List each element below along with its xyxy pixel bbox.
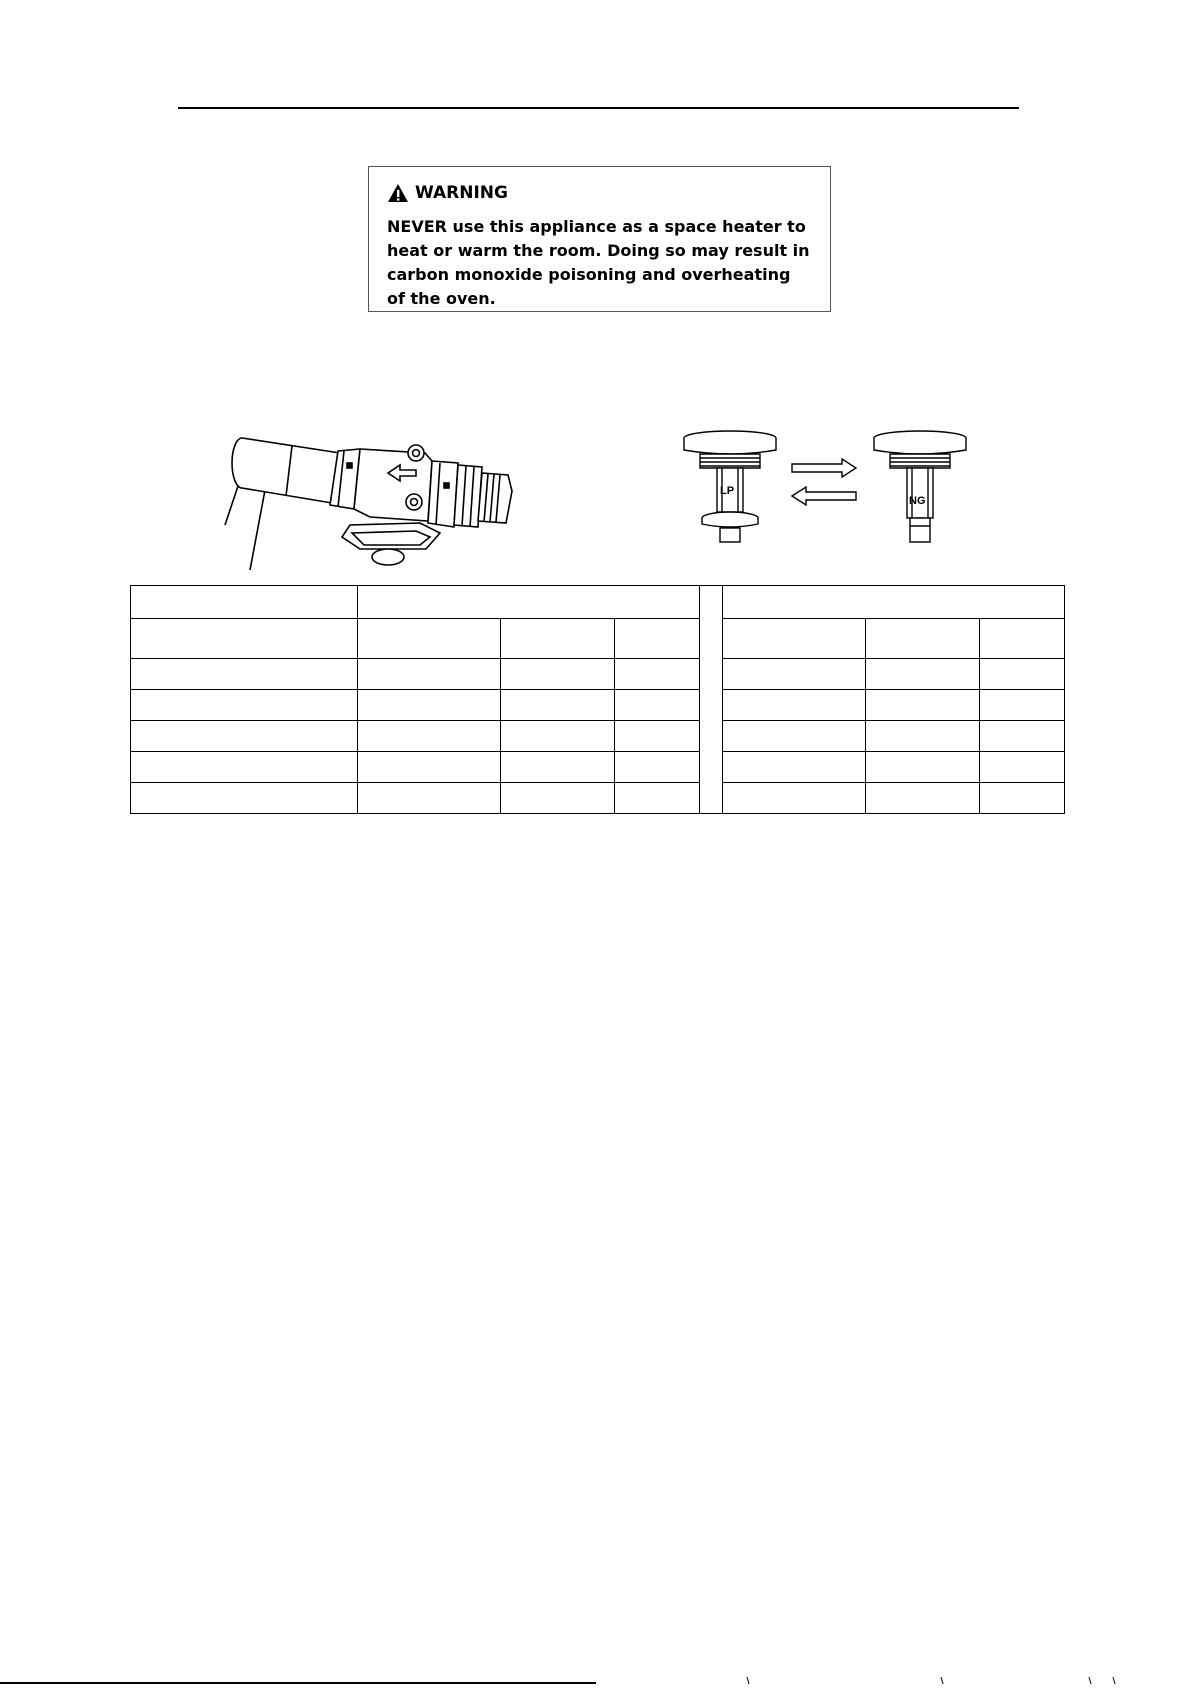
table-cell bbox=[358, 752, 501, 783]
table-cell bbox=[615, 659, 700, 690]
table-cell bbox=[723, 586, 1065, 619]
table-row bbox=[131, 752, 1065, 783]
table-cell bbox=[131, 659, 358, 690]
table-cell bbox=[723, 690, 866, 721]
table-cell bbox=[615, 752, 700, 783]
table-subheader-row bbox=[131, 619, 1065, 659]
table-cell bbox=[615, 783, 700, 814]
table-cell bbox=[501, 721, 615, 752]
ng-label: NG bbox=[909, 495, 926, 507]
table-cell bbox=[615, 690, 700, 721]
gas-spec-table bbox=[130, 585, 1065, 814]
warning-text: NEVER use this appliance as a space heater to heat or warm the room. Doing so may result in carbon monoxide poisoning and overheating of the oven. bbox=[387, 217, 810, 308]
table-cell bbox=[131, 783, 358, 814]
table-row bbox=[131, 721, 1065, 752]
table-cell bbox=[358, 619, 501, 659]
table-cell bbox=[501, 752, 615, 783]
table-cell bbox=[501, 783, 615, 814]
table-cell bbox=[358, 659, 501, 690]
table-cell bbox=[131, 752, 358, 783]
table-cell bbox=[723, 659, 866, 690]
table-header-row bbox=[131, 586, 1065, 619]
table-cell bbox=[131, 586, 358, 619]
table-cell bbox=[980, 783, 1065, 814]
table-cell bbox=[501, 690, 615, 721]
footer-marks bbox=[745, 1672, 1145, 1682]
table-cell bbox=[131, 690, 358, 721]
table-cell bbox=[358, 721, 501, 752]
warning-triangle-icon bbox=[387, 183, 409, 203]
table-spacer-column bbox=[700, 586, 723, 814]
table-cell bbox=[501, 619, 615, 659]
table-cell bbox=[980, 619, 1065, 659]
table-cell bbox=[723, 783, 866, 814]
table-cell bbox=[866, 690, 980, 721]
footer-rule bbox=[0, 1682, 596, 1684]
table-cell bbox=[131, 619, 358, 659]
table-cell bbox=[723, 752, 866, 783]
gas-valve-illustration bbox=[220, 425, 570, 575]
warning-box bbox=[368, 166, 831, 312]
table-cell bbox=[615, 721, 700, 752]
table-cell bbox=[131, 721, 358, 752]
table-cell bbox=[358, 783, 501, 814]
table-row bbox=[131, 783, 1065, 814]
table-row bbox=[131, 659, 1065, 690]
table-cell bbox=[980, 659, 1065, 690]
table-cell bbox=[980, 752, 1065, 783]
table-cell bbox=[358, 690, 501, 721]
injector-conversion-illustration bbox=[680, 428, 1000, 558]
table-cell bbox=[866, 752, 980, 783]
header-rule bbox=[178, 107, 1019, 109]
warning-heading bbox=[387, 183, 812, 203]
table-cell bbox=[866, 783, 980, 814]
table-cell bbox=[980, 690, 1065, 721]
lp-label: LP bbox=[720, 485, 735, 497]
warning-title: WARNING bbox=[415, 183, 508, 203]
table-cell bbox=[501, 659, 615, 690]
table-cell bbox=[615, 619, 700, 659]
table-cell bbox=[723, 721, 866, 752]
table-cell bbox=[866, 721, 980, 752]
table-cell bbox=[723, 619, 866, 659]
table-cell bbox=[980, 721, 1065, 752]
table-cell bbox=[866, 619, 980, 659]
table-cell bbox=[866, 659, 980, 690]
table-row bbox=[131, 690, 1065, 721]
table-cell bbox=[358, 586, 700, 619]
